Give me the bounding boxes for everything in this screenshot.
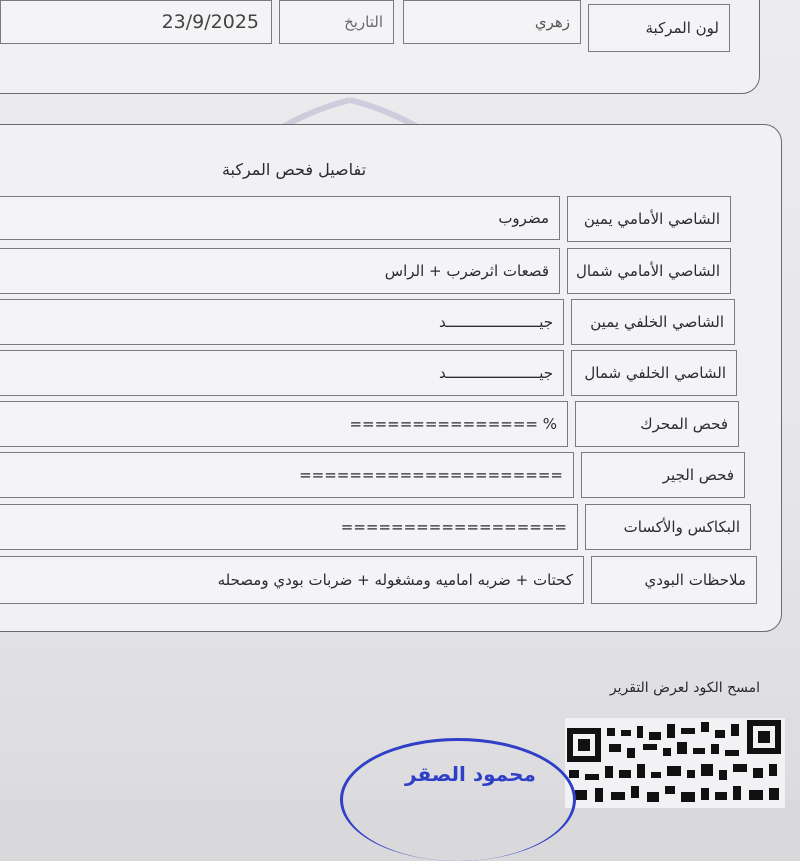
- rear-left-chassis-value: جيـــــــــــــــــــــد: [0, 350, 564, 396]
- gearbox-check-label: فحص الجير: [581, 452, 745, 498]
- front-left-chassis-label: الشاصي الأمامي شمال: [567, 248, 731, 294]
- gearbox-check-value: =====================: [0, 452, 574, 498]
- qr-code[interactable]: [565, 718, 785, 808]
- stamp-text: محمود الصقر: [405, 762, 536, 786]
- section-title: تفاصيل فحص المركبة: [221, 160, 367, 179]
- rear-left-chassis-label: الشاصي الخلفي شمال: [571, 350, 737, 396]
- rear-right-chassis-value: جيـــــــــــــــــــــد: [0, 299, 564, 345]
- axles-check-value: ==================: [0, 504, 578, 550]
- date-value: 23/9/2025: [0, 0, 272, 44]
- axles-check-label: البكاكس والأكسات: [585, 504, 751, 550]
- rear-right-chassis-label: الشاصي الخلفي يمين: [571, 299, 735, 345]
- engine-check-value: % ===============: [0, 401, 568, 447]
- front-right-chassis-value: مضروب: [0, 196, 560, 240]
- vehicle-color-value: زهري: [403, 0, 581, 44]
- front-left-chassis-value: قصعات اثرضرب + الراس: [0, 248, 560, 294]
- date-label: التاريخ: [279, 0, 394, 44]
- body-notes-label: ملاحظات البودي: [591, 556, 757, 604]
- engine-check-label: فحص المحرك: [575, 401, 739, 447]
- body-notes-value: كحتات + ضربه اماميه ومشغوله + ضربات بودي ومصحله: [0, 556, 584, 604]
- front-right-chassis-label: الشاصي الأمامي يمين: [567, 196, 731, 242]
- vehicle-color-label: لون المركبة: [588, 4, 730, 52]
- scan-instruction: امسح الكود لعرض التقرير: [609, 680, 760, 696]
